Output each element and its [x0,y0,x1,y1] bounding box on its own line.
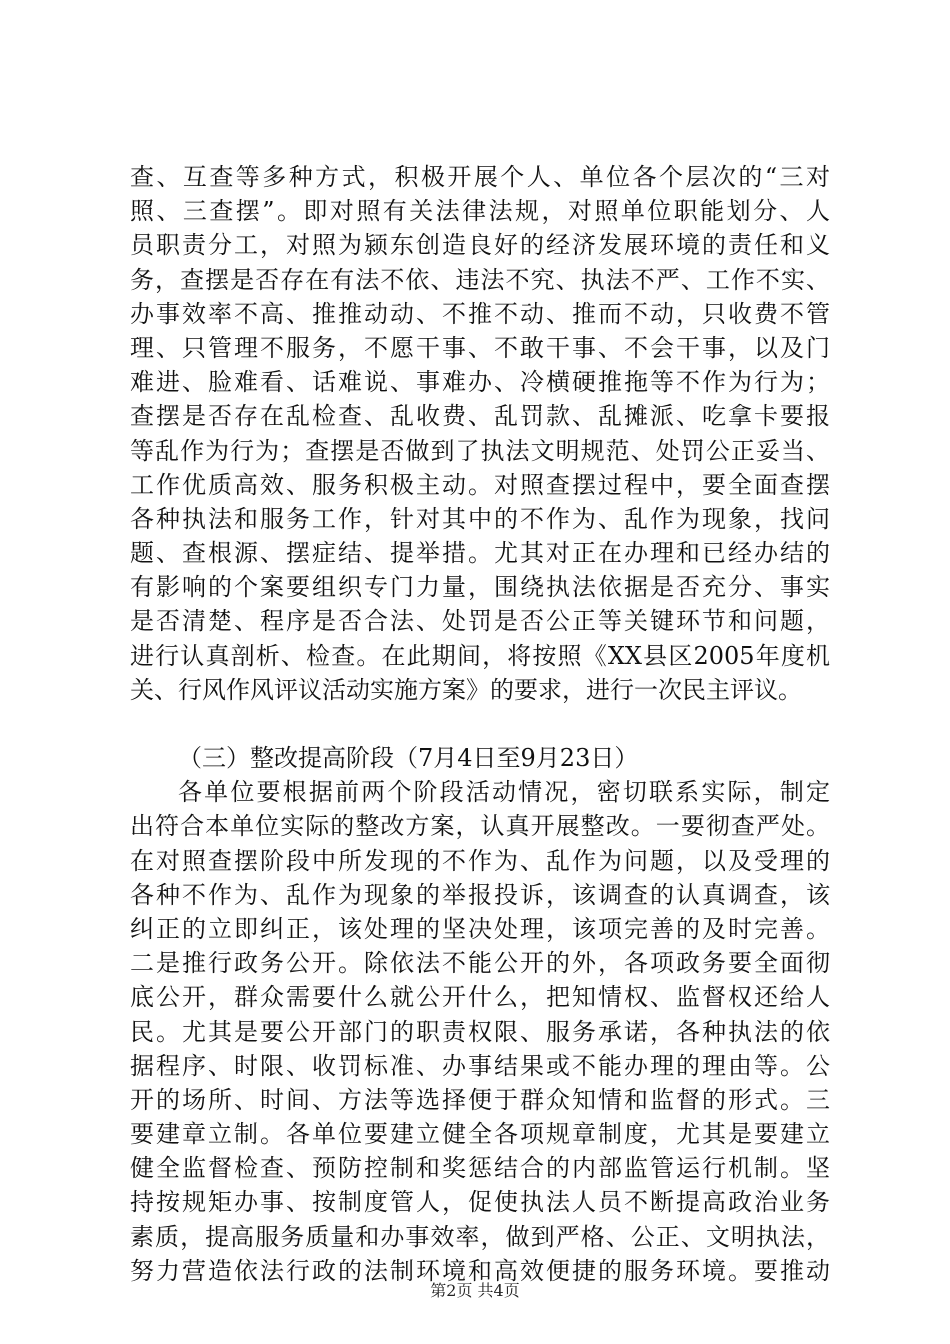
text-line: 纠正的立即纠正，该处理的坚决处理，该项完善的及时完善。 [130,914,830,943]
text-line: 难进、脸难看、话难说、事难办、冷横硬推拖等不作为行为； [130,368,830,397]
page-number-footer: 第2页 共4页 [430,1281,520,1300]
paragraph-gap [130,707,830,741]
text-line: 民。尤其是要公开部门的职责权限、服务承诺，各种执法的依 [130,1017,830,1046]
text-line: 办事效率不高、推推动动、不推不动、推而不动，只收费不管 [130,299,830,328]
text-line: 二是推行政务公开。除依法不能公开的外，各项政务要全面彻 [130,949,830,978]
text-line: 在对照查摆阶段中所发现的不作为、乱作为问题，以及受理的 [130,846,830,875]
text-line: 底公开，群众需要什么就公开什么，把知情权、监督权还给人 [130,983,830,1012]
text-line: 务，查摆是否存在有法不依、违法不究、执法不严、工作不实、 [130,265,830,294]
text-line: 关、行风作风评议活动实施方案》的要求，进行一次民主评议。 [130,675,802,704]
text-line: 持按规矩办事、按制度管人，促使执法人员不断提高政治业务 [130,1188,830,1217]
text-line: 查、互查等多种方式，积极开展个人、单位各个层次的“三对 [130,163,830,191]
text-line: 各种执法和服务工作，针对其中的不作为、乱作为现象，找问 [130,504,830,533]
text-line: 题、查根源、摆症结、提举措。尤其对正在办理和已经办结的 [130,539,830,568]
paragraph-2 [130,775,830,1288]
document-body [130,160,830,1288]
text-line: 等乱作为行为；查摆是否做到了执法文明规范、处罚公正妥当、 [130,436,830,465]
text-line: 各种不作为、乱作为现象的举报投诉，该调查的认真调查，该 [130,880,830,909]
text-line: 照、三查摆”。即对照有关法律法规，对照单位职能划分、人 [130,197,830,226]
text-line: 出符合本单位实际的整改方案，认真开展整改。一要彻查严处。 [130,812,830,841]
text-line: 有影响的个案要组织专门力量，围绕执法依据是否充分、事实 [130,573,830,602]
text-line: 理、只管理不服务，不愿干事、不敢干事、不会干事，以及门 [130,333,830,362]
text-line: 据程序、时限、收罚标准、办事结果或不能办理的理由等。公 [130,1051,830,1080]
paragraph-1 [130,160,830,707]
text-line: 健全监督检查、预防控制和奖惩结合的内部监管运行机制。坚 [130,1154,830,1183]
text-line: 各单位要根据前两个阶段活动情况，密切联系实际，制定 [178,778,830,807]
text-line: 努力营造依法行政的法制环境和高效便捷的服务环境。要推动 [130,1256,830,1285]
text-line: 进行认真剖析、检查。在此期间，将按照《XX县区2005年度机 [130,641,830,670]
text-line: 工作优质高效、服务积极主动。对照查摆过程中，要全面查摆 [130,470,830,499]
text-line: 要建章立制。各单位要建立健全各项规章制度，尤其是要建立 [130,1120,830,1149]
text-line: 查摆是否存在乱检查、乱收费、乱罚款、乱摊派、吃拿卡要报 [130,402,830,431]
section-heading: （三）整改提高阶段（7月4日至9月23日） [178,744,639,772]
text-line: 员职责分工，对照为颍东创造良好的经济发展环境的责任和义 [130,231,830,260]
text-line: 开的场所、时间、方法等选择便于群众知情和监督的形式。三 [130,1085,830,1114]
text-line: 是否清楚、程序是否合法、处罚是否公正等关键环节和问题， [130,607,830,636]
text-line: 素质，提高服务质量和办事效率，做到严格、公正、文明执法， [130,1222,830,1251]
